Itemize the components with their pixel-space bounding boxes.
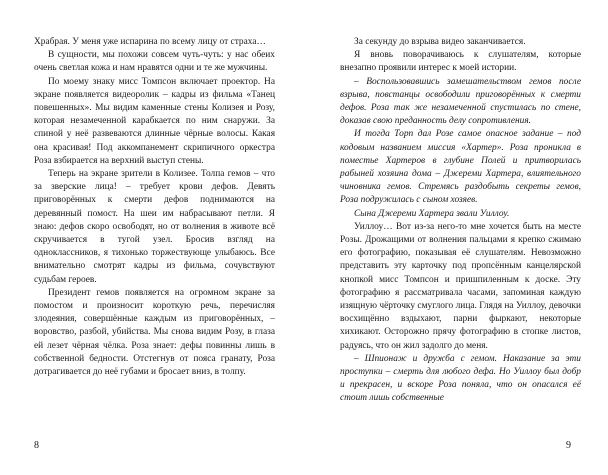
paragraph: Президент гемов появляется на огромном экране за помостом и произносит короткую речь, перечисляя злодеяния, совершённые каждым из приговорённых, – воровство, разбой, убийства. Мы снова видим Розу, в глаза ей лезет чёрная чёлка. Роза знает: дефы повинны лишь в собственной бедности. Отстегнув от пояса гранату, Роза дотрагивается до неё губами и бросает вниз, в толпу. xyxy=(34,287,275,378)
page-number-left: 8 xyxy=(34,440,39,451)
paragraph: Теперь на экране зрители в Колизее. Толпа гемов – что за зверские лица! – требует крови дефов. Девять приговорённых к смерти дефов поднимаются на деревянный помост. На шеи им набрасывают петли. Я знаю: дефов скоро освободят, но от волнения в животе всё скручивается в тугой узел. Бросив взгляд на одноклассников, я тихонько торжествующе улыбаюсь. Все внимательно смотрят кадры из фильма, сочувствуют судьбам героев. xyxy=(34,169,275,285)
right-page xyxy=(340,36,581,436)
paragraph: В сущности, мы похожи совсем чуть-чуть: у нас обеих очень светлая кожа и нам нравятся одни и те же мужчины. xyxy=(34,50,275,74)
left-page xyxy=(34,36,275,436)
paragraph: Уиллоу… Вот из-за него-то мне хочется быть на месте Розы. Дрожащими от волнения пальцами я крепко сжимаю его фотографию, показывая её слушателям. Невозможно представить эту карточку под пропсённым канцелярской кнопкой мисс Томпсон и пришпиленным к доске. Эту фотографию я рассматривала часами, запоминая каждую изящную чёрточку смуглого лица. Глядя на Уиллоу, девочки восхищённо вздыхают, парни фыркают, некоторые хихикают. Осторожно прячу фотографию в стопке листов, радуясь, что он жил задолго до меня. xyxy=(340,221,581,351)
paragraph-italic: И тогда Торп дал Розе самое опасное задание – под кодовым названием миссия «Хартер». Роза проникла в поместье Хартеров в глубине Полей и притворилась рабыней хозяина дома – Джереми Хартера, влиятельного чиновника гемов. Стремясь раздобыть секреты гемов, Роза подружилась с сыном хозяев. xyxy=(340,129,581,206)
paragraph: По моему знаку мисс Томпсон включает проектор. На экране появляется видеоролик – кадры из фильма «Танец повешенных». Мы видим каменные стены Колизея и Розу, которая незамеченной карабкается по ним снаружи. За спиной у неё развеваются длинные чёрные волосы. Какая она красивая! Под аккомпанемент скрипичного оркестра Роза взбирается на верхний выступ стены. xyxy=(34,76,275,166)
paragraph: Я вновь поворачиваюсь к слушателям, которые внезапно проявили интерес к моей истории. xyxy=(340,50,581,74)
paragraph-italic: – Воспользовавшись замешательством гемов после взрыва, повстанцы освободили приговорённых к смерти дефов. Роза так же незамеченной спустилась по стене, доказав свою преданность делу сопротивления. xyxy=(340,76,581,127)
paragraph-italic: Сына Джереми Хартера звали Уиллоу. xyxy=(354,208,510,219)
page-number-right: 9 xyxy=(566,440,571,451)
paragraph: Храбрая. У меня уже испарина по всему лицу от страха… xyxy=(34,37,266,47)
paragraph-italic: – Шпионаж и дружба с гемом. Наказание за эти проступки – смерть для любого дефа. Но Уиллоу был добр и прекрасен, и вскоре Роза поняла, что он опасался её стоит лишь собственные xyxy=(340,353,581,404)
paragraph: За секунду до взрыва видео заканчивается. xyxy=(354,37,526,47)
